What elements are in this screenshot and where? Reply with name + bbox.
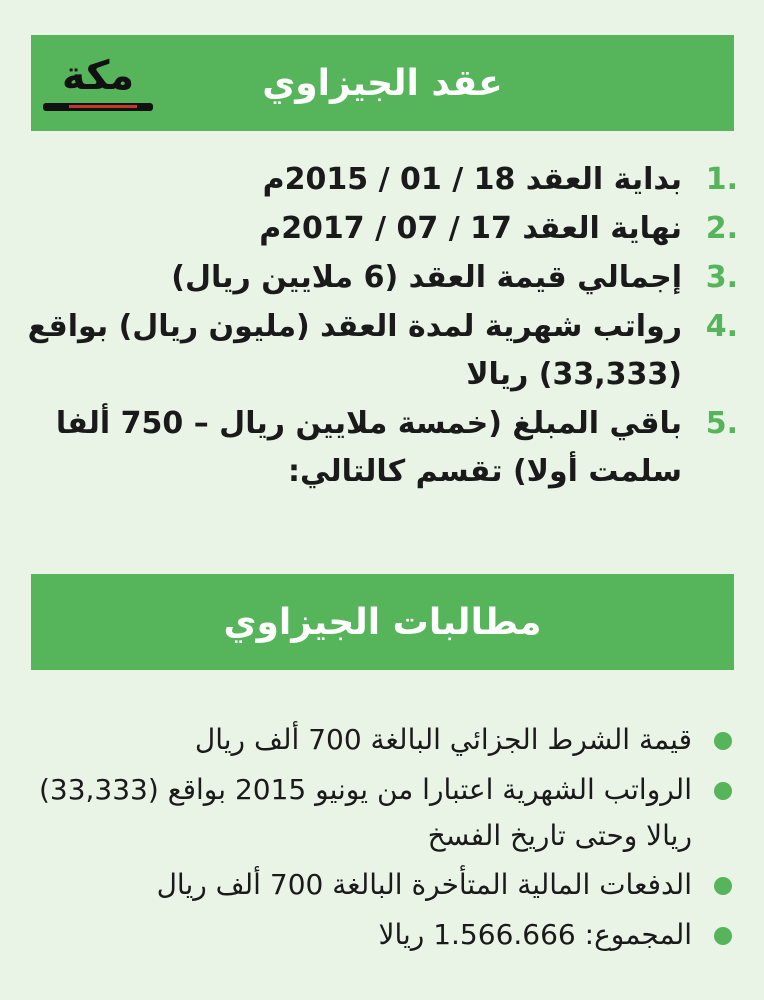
item-number: 2. bbox=[705, 211, 738, 246]
bullet-icon bbox=[714, 782, 732, 800]
claims-title: مطالبات الجيزاوي bbox=[223, 601, 542, 643]
list-item bbox=[24, 303, 744, 399]
item-number: 4. bbox=[705, 309, 738, 344]
item-text: إجمالي قيمة العقد (6 ملايين ريال) bbox=[171, 260, 682, 295]
item-text: المجموع: 1.566.666 ريالا bbox=[378, 918, 692, 951]
item-text: نهاية العقد 17 / 07 / 2017م bbox=[259, 211, 682, 246]
contract-title: عقد الجيزاوي bbox=[262, 62, 503, 104]
list-item bbox=[24, 717, 744, 763]
bullet-icon bbox=[714, 877, 732, 895]
list-item bbox=[24, 400, 744, 496]
makkah-logo bbox=[41, 49, 155, 115]
claims-banner bbox=[31, 574, 734, 670]
list-item bbox=[24, 912, 744, 958]
item-text: باقي المبلغ (خمسة ملايين ريال – 750 ألفا سلمت أولا) تقسم كالتالي: bbox=[55, 406, 682, 489]
item-text: قيمة الشرط الجزائي البالغة 700 ألف ريال bbox=[194, 723, 692, 756]
list-item bbox=[24, 205, 744, 253]
list-item bbox=[24, 156, 744, 204]
bullet-icon bbox=[714, 732, 732, 750]
item-number: 1. bbox=[705, 162, 738, 197]
item-number: 3. bbox=[705, 260, 738, 295]
item-text: الرواتب الشهرية اعتبارا من يونيو 2015 بواقع (33,333) ريالا وحتى تاريخ الفسخ bbox=[38, 773, 692, 852]
bullet-icon bbox=[714, 927, 732, 945]
item-text: بداية العقد 18 / 01 / 2015م bbox=[262, 162, 682, 197]
item-number: 5. bbox=[705, 406, 738, 441]
logo-text: مكة bbox=[61, 53, 135, 99]
item-text: رواتب شهرية لمدة العقد (مليون ريال) بواقع (33,333) ريالا bbox=[27, 309, 682, 392]
contract-banner bbox=[31, 35, 734, 131]
list-item bbox=[24, 862, 744, 908]
list-item bbox=[24, 254, 744, 302]
item-text: الدفعات المالية المتأخرة البالغة 700 ألف ريال bbox=[156, 868, 692, 901]
list-item bbox=[24, 767, 744, 859]
logo-accent bbox=[69, 105, 137, 108]
